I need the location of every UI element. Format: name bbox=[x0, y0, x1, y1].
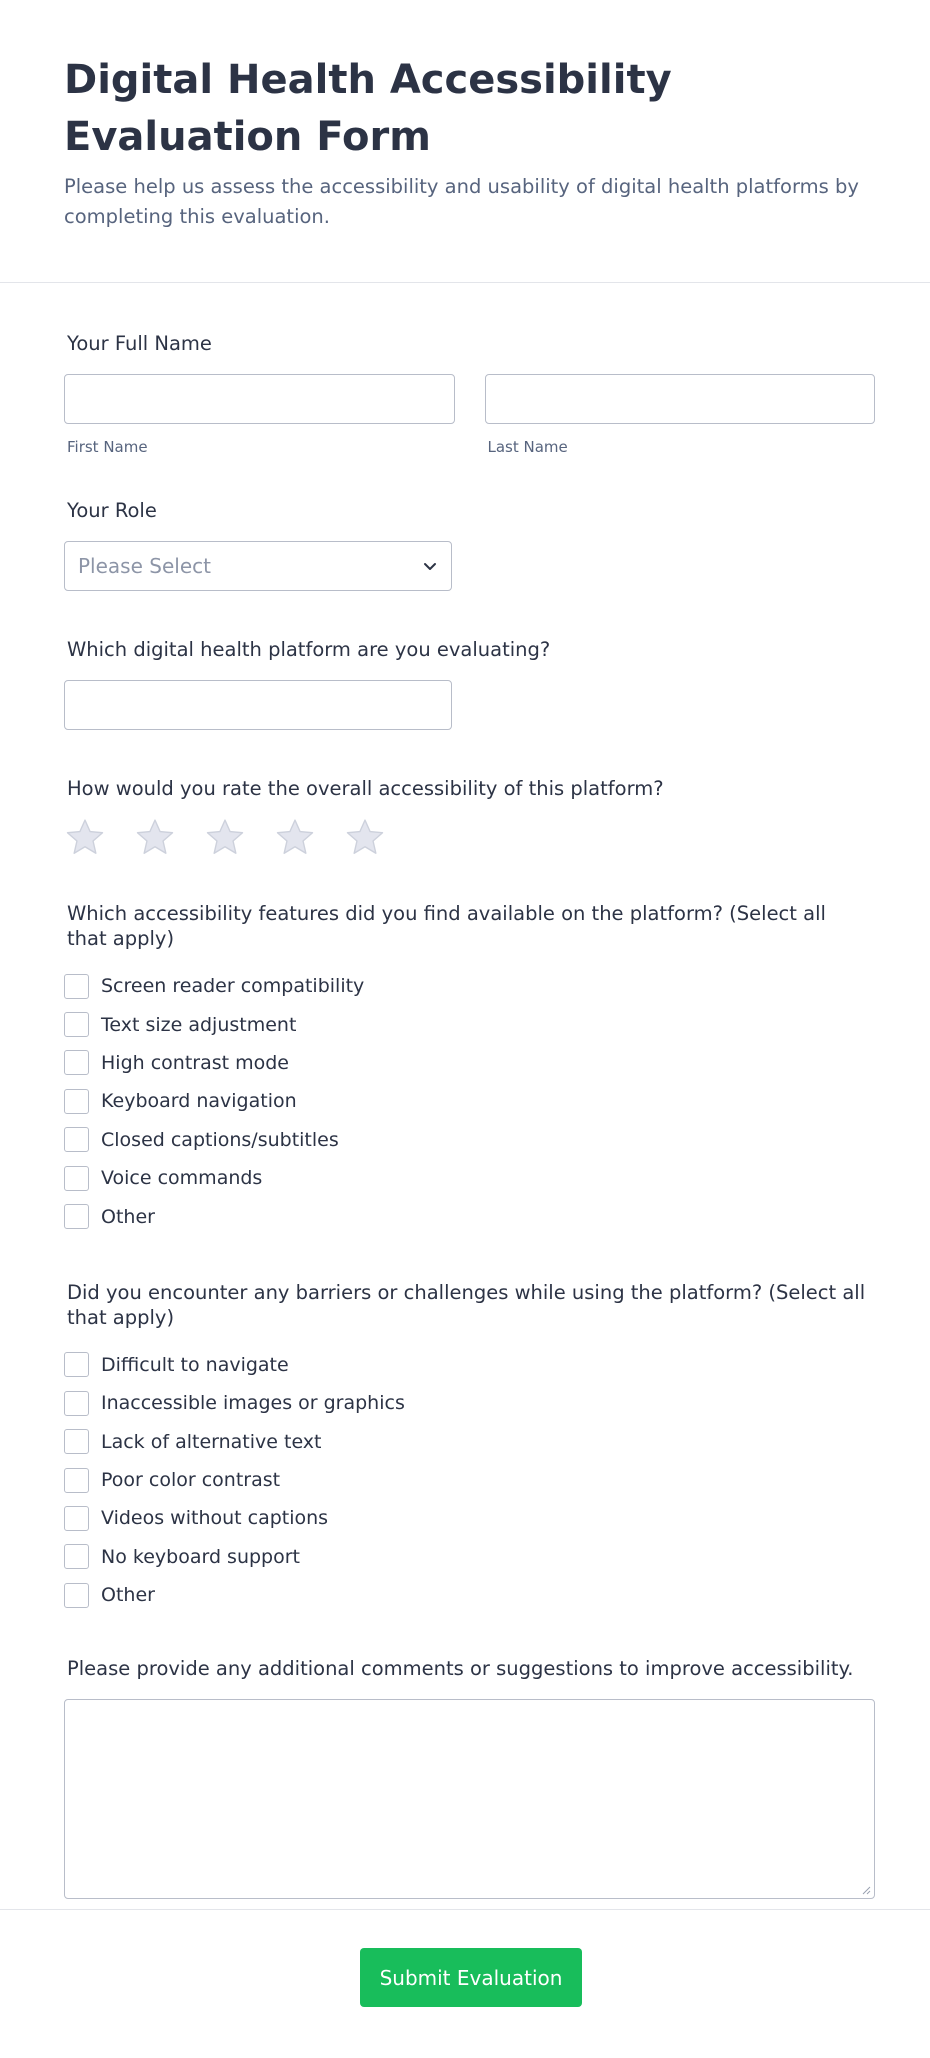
feature-option-label: Screen reader compatibility bbox=[101, 975, 365, 998]
feature-option[interactable] bbox=[64, 1121, 866, 1159]
barrier-option[interactable] bbox=[64, 1576, 866, 1614]
form-footer bbox=[0, 1909, 930, 2058]
barrier-option-label: Videos without captions bbox=[101, 1507, 329, 1530]
barrier-checkbox[interactable] bbox=[64, 1544, 89, 1569]
barrier-option-label: Inaccessible images or graphics bbox=[101, 1392, 405, 1415]
feature-option[interactable] bbox=[64, 1044, 866, 1082]
barriers-label: Did you encounter any barriers or challenges while using the platform? (Select all that apply) bbox=[67, 1280, 866, 1329]
star-icon[interactable] bbox=[274, 817, 316, 859]
barrier-option[interactable] bbox=[64, 1499, 866, 1537]
form-body bbox=[0, 331, 930, 1899]
last-name-input[interactable] bbox=[485, 374, 876, 424]
features-label: Which accessibility features did you find available on the platform? (Select all that apply) bbox=[67, 902, 826, 950]
barrier-option[interactable] bbox=[64, 1384, 866, 1422]
feature-checkbox[interactable] bbox=[64, 1166, 89, 1191]
platform-input[interactable] bbox=[64, 680, 452, 730]
full-name-question bbox=[64, 331, 866, 456]
barrier-option-label: No keyboard support bbox=[101, 1545, 300, 1568]
star-icon[interactable] bbox=[344, 817, 386, 859]
role-select[interactable] bbox=[64, 541, 452, 591]
feature-checkbox[interactable] bbox=[64, 1050, 89, 1075]
star-icon[interactable] bbox=[64, 817, 106, 859]
comments-question bbox=[64, 1656, 866, 1899]
first-name-sublabel: First Name bbox=[67, 438, 148, 456]
feature-option[interactable] bbox=[64, 1005, 866, 1043]
barrier-option-label: Difficult to navigate bbox=[101, 1353, 289, 1376]
barrier-option-label: Other bbox=[101, 1584, 155, 1607]
feature-option-label: Voice commands bbox=[101, 1167, 263, 1190]
rating-label: How would you rate the overall accessibility of this platform? bbox=[67, 777, 664, 800]
feature-option-label: Keyboard navigation bbox=[101, 1090, 297, 1113]
barrier-option[interactable] bbox=[64, 1461, 866, 1499]
chevron-down-icon bbox=[421, 557, 439, 575]
barrier-checkbox[interactable] bbox=[64, 1391, 89, 1416]
form-header bbox=[0, 0, 930, 283]
last-name-col bbox=[485, 374, 876, 456]
barrier-checkbox[interactable] bbox=[64, 1429, 89, 1454]
barrier-option[interactable] bbox=[64, 1538, 866, 1576]
role-question bbox=[64, 498, 866, 591]
features-options bbox=[64, 967, 866, 1236]
role-select-placeholder: Please Select bbox=[78, 554, 211, 578]
feature-option-label: Closed captions/subtitles bbox=[101, 1128, 339, 1151]
feature-checkbox[interactable] bbox=[64, 974, 89, 999]
star-icon[interactable] bbox=[134, 817, 176, 859]
feature-option-label: High contrast mode bbox=[101, 1051, 289, 1074]
barrier-option[interactable] bbox=[64, 1423, 866, 1461]
submit-evaluation-button[interactable]: Submit Evaluation bbox=[360, 1948, 582, 2007]
feature-option[interactable] bbox=[64, 1082, 866, 1120]
barrier-option-label: Poor color contrast bbox=[101, 1469, 281, 1492]
full-name-row bbox=[64, 374, 875, 456]
feature-checkbox[interactable] bbox=[64, 1127, 89, 1152]
resize-handle-icon[interactable] bbox=[861, 1885, 871, 1895]
full-name-label: Your Full Name bbox=[67, 332, 212, 355]
first-name-input[interactable] bbox=[64, 374, 455, 424]
rating-question bbox=[64, 776, 866, 859]
platform-question bbox=[64, 637, 866, 730]
form-title: Digital Health Accessibility Evaluation Form bbox=[64, 57, 672, 160]
barrier-checkbox[interactable] bbox=[64, 1468, 89, 1493]
comments-textarea[interactable] bbox=[64, 1699, 875, 1899]
star-icon[interactable] bbox=[204, 817, 246, 859]
barrier-checkbox[interactable] bbox=[64, 1583, 89, 1608]
role-label: Your Role bbox=[67, 499, 157, 522]
barrier-checkbox[interactable] bbox=[64, 1352, 89, 1377]
barrier-option[interactable] bbox=[64, 1346, 866, 1384]
feature-option[interactable] bbox=[64, 1159, 866, 1197]
feature-option-label: Other bbox=[101, 1205, 155, 1228]
feature-checkbox[interactable] bbox=[64, 1012, 89, 1037]
star-rating bbox=[64, 817, 866, 859]
feature-checkbox[interactable] bbox=[64, 1089, 89, 1114]
barriers-options bbox=[64, 1346, 866, 1615]
feature-option-label: Text size adjustment bbox=[101, 1013, 297, 1036]
comments-label: Please provide any additional comments or suggestions to improve accessibility. bbox=[67, 1657, 854, 1681]
feature-checkbox[interactable] bbox=[64, 1204, 89, 1229]
barrier-option-label: Lack of alternative text bbox=[101, 1430, 322, 1453]
barriers-question bbox=[64, 1280, 866, 1615]
first-name-col bbox=[64, 374, 455, 456]
feature-option[interactable] bbox=[64, 1197, 866, 1235]
barrier-checkbox[interactable] bbox=[64, 1506, 89, 1531]
features-question bbox=[64, 901, 866, 1236]
last-name-sublabel: Last Name bbox=[487, 438, 568, 456]
form-subtitle: Please help us assess the accessibility and usability of digital health platforms by completing this evaluation. bbox=[64, 175, 859, 228]
feature-option[interactable] bbox=[64, 967, 866, 1005]
platform-label: Which digital health platform are you evaluating? bbox=[67, 638, 551, 661]
